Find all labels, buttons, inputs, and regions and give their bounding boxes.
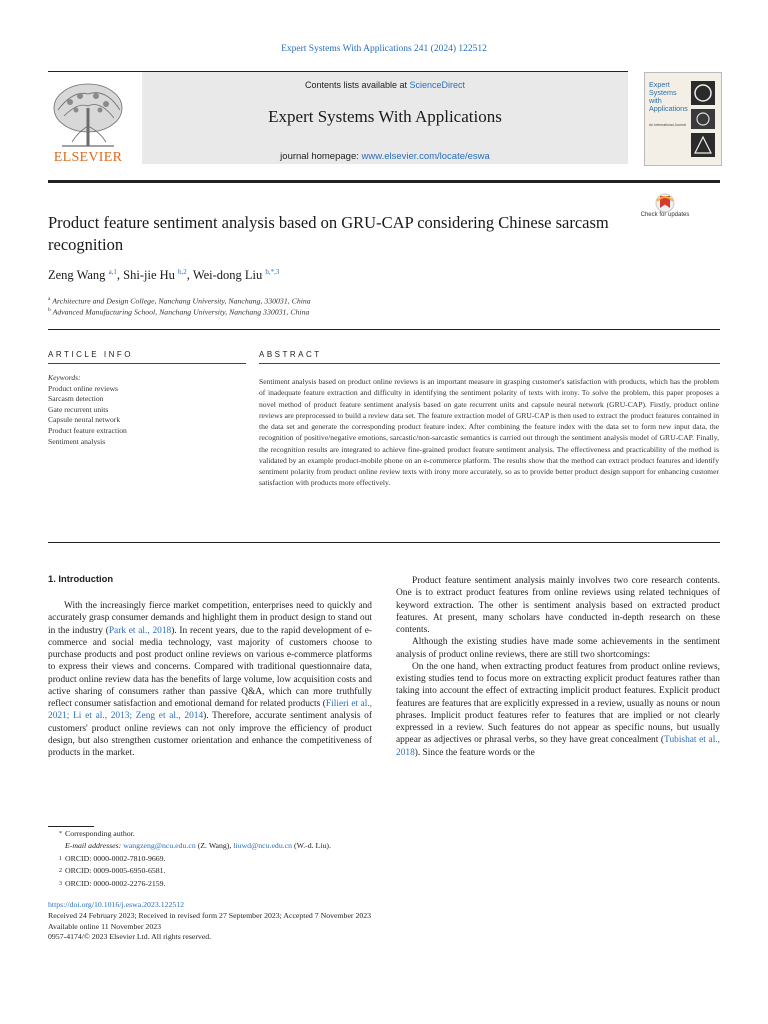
footnote-text: ORCID: 0009-0005-6950-6581. bbox=[65, 866, 166, 876]
homepage-prefix: journal homepage: bbox=[280, 151, 362, 162]
affiliation-mark: a bbox=[48, 296, 51, 302]
homepage-link[interactable]: www.elsevier.com/locate/eswa bbox=[361, 151, 490, 162]
email-suffix: (W.-d. Liu). bbox=[292, 841, 331, 851]
keyword: Product online reviews bbox=[48, 383, 119, 393]
abstract-rule bbox=[259, 363, 720, 364]
citation-link[interactable]: Filieri et al., 2021; Li et al., 2013; Zeng et al., 2014 bbox=[48, 699, 373, 722]
body-column-left bbox=[48, 600, 372, 759]
footnote-text bbox=[65, 840, 331, 852]
footnote-mark: * bbox=[59, 831, 62, 837]
check-for-updates-label[interactable]: Check for updates bbox=[640, 212, 690, 218]
paragraph-text: ). In recent years, due to the rapid development of e-commerce and social media technology, vast majority of customers choose to purchase products and post product online reviews on various e-commerce platforms to express their views and concerns. Compared with traditional questionnaire data, product online review data has the benefits of large volume, low acquisition costs and active sharing of consumers rather than passive Q&A, which can more truthfully reflect consumer satisfaction and emotional demand for related products ( bbox=[48, 625, 372, 709]
keywords-label: Keywords: bbox=[48, 373, 81, 382]
article-info-heading: ARTICLE INFO bbox=[48, 350, 133, 359]
body-column-right bbox=[396, 575, 720, 759]
email-suffix: (Z. Wang), bbox=[195, 841, 234, 851]
keyword: Sentiment analysis bbox=[48, 436, 106, 446]
cover-graphic-icon bbox=[689, 79, 717, 161]
affiliation-mark: b bbox=[48, 307, 51, 313]
footnote-emails bbox=[48, 840, 488, 852]
body-paragraph bbox=[396, 661, 720, 759]
bibliographic-info bbox=[48, 900, 648, 943]
affiliation-text: Architecture and Design College, Nanchang University, Nanchang, 330031, China bbox=[52, 296, 311, 306]
footnote-mark bbox=[48, 840, 65, 852]
footnote-corresponding bbox=[48, 828, 488, 840]
author-affiliation-mark[interactable]: a,1 bbox=[108, 268, 117, 276]
footnote-rule bbox=[48, 826, 94, 827]
cover-subtitle: An International Journal bbox=[649, 123, 686, 127]
section-title-introduction: 1. Introduction bbox=[48, 573, 114, 584]
email-link-liu[interactable]: liuwd@ncu.edu.cn bbox=[233, 841, 293, 851]
divider-rule bbox=[48, 542, 720, 543]
doi-link[interactable]: https://doi.org/10.1016/j.eswa.2023.122512 bbox=[48, 900, 185, 909]
received-dates: Received 24 February 2023; Received in revised form 27 September 2023; Accepted 7 November 2023 bbox=[48, 910, 372, 920]
body-paragraph: Product feature sentiment analysis mainly involves two core research contents. One is to extract product features from online reviews using related techniques of keyword extraction. The other is sentiment analysis based on extracted product features. At present, many scholars have conducted in-depth research on these contents. bbox=[396, 576, 720, 635]
author-name: Zeng Wang bbox=[48, 268, 109, 283]
affiliation-a bbox=[48, 296, 311, 306]
email-label: E-mail addresses: bbox=[65, 841, 124, 851]
abstract-heading: ABSTRACT bbox=[259, 350, 322, 359]
footnotes bbox=[48, 828, 488, 890]
footnote-mark: 3 bbox=[59, 880, 62, 887]
author-affiliation-mark[interactable]: b,2 bbox=[178, 268, 187, 276]
paper-title: Product feature sentiment analysis based on GRU-CAP considering Chinese sarcasm recognition bbox=[48, 213, 609, 254]
abstract-text: Sentiment analysis based on product online reviews is an important measure in grasping customer's satisfaction with products, which has the problem of inadequate feature extraction and difficulty in identifying the sentiment polarity of texts with irony. To solve the problem, this paper proposes a novel method of product feature sentiment analysis based on gate recurrent units and capsule neural network (GRU-CAP). Firstly, product online reviews are preprocessed to build a review data set. The feature extraction model of GRU-CAP is then used to extract the product features contained in the data set and generate the corresponding product feature index. After combining the feature index with the data set to form new input data, the recognition of positive/negative emotions, sarcastic/non-sarcastic semantics is carried out through the sentiment analysis model of GRU-CAP. Finally, the recognition results are integrated to achieve fine-grained product feature sentiment analysis. The effectiveness and practicability of the method is validated by an example product-mobile phone on an e-commerce platform. The results show that the method can extract product features and identify sentiment polarity from product online review texts with irony more accurately, so as to provide better product design support for enhancing customer satisfaction with products more effectively. bbox=[259, 377, 719, 488]
citation-link[interactable]: Park et al., 2018 bbox=[108, 625, 172, 636]
author-name: Wei-dong Liu bbox=[192, 268, 266, 283]
cover-title: Expert Systems with Applications bbox=[649, 80, 688, 113]
header-divider bbox=[48, 180, 720, 183]
journal-title: Expert Systems With Applications bbox=[268, 107, 502, 126]
paragraph-text: ). Since the feature words or the bbox=[414, 747, 535, 758]
sciencedirect-link[interactable]: ScienceDirect bbox=[409, 80, 466, 90]
footnote-orcid bbox=[48, 853, 488, 865]
citation-link[interactable]: Tubishat et al., 2018 bbox=[396, 735, 720, 758]
author-separator: , bbox=[186, 268, 193, 283]
affiliation-b bbox=[48, 307, 309, 317]
keyword: Product feature extraction bbox=[48, 425, 127, 435]
author-name: Shi-jie Hu bbox=[123, 268, 179, 283]
journal-cover-thumbnail[interactable] bbox=[644, 72, 722, 166]
footnote-orcid bbox=[48, 865, 488, 877]
journal-reference[interactable]: Expert Systems With Applications 241 (2024) 122512 bbox=[281, 44, 487, 54]
body-paragraph bbox=[48, 600, 372, 759]
keywords-block bbox=[48, 373, 248, 447]
contents-line bbox=[142, 80, 628, 90]
keyword: Gate recurrent units bbox=[48, 404, 109, 414]
keyword: Capsule neural network bbox=[48, 415, 121, 425]
footnote-text: ORCID: 0000-0002-7810-9669. bbox=[65, 853, 166, 863]
footnote-text: ORCID: 0000-0002-2276-2159. bbox=[65, 878, 166, 888]
footnote-text: Corresponding author. bbox=[65, 829, 135, 838]
copyright: 0957-4174/© 2023 Elsevier Ltd. All rights reserved. bbox=[48, 932, 212, 942]
author-list bbox=[48, 268, 279, 283]
author-separator: , bbox=[116, 268, 124, 283]
paragraph-text: ). Therefore, accurate sentiment analysis of customers' product online reviews can not only improve the efficiency of product design, but also strengthen customer orientation and enhance the competitiveness of products in the market. bbox=[48, 711, 372, 758]
footnote-orcid bbox=[48, 878, 488, 890]
author-affiliation-mark[interactable]: b,*,3 bbox=[265, 268, 280, 276]
paragraph-text: On the one hand, when extracting product features from product online reviews, existing studies tend to focus more on extracting explicit product features rather than taking into account the effect of extracting implicit product features. Explicit product features are features that are explicitly expressed in a review, usually as nouns or noun phrases. Implicit product features refer to features that are implied or not clearly expressed in a review. Such features do not appear as specific nouns, but usually appear as adjectives or phrasal verbs, so they have great concealment ( bbox=[396, 661, 721, 746]
elsevier-wordmark: ELSEVIER bbox=[53, 150, 123, 165]
footnote-mark: 1 bbox=[59, 855, 62, 862]
journal-homepage bbox=[142, 151, 628, 162]
contents-prefix: Contents lists available at bbox=[304, 80, 410, 90]
affiliation-text: Advanced Manufacturing School, Nanchang University, Nanchang 330031, China bbox=[52, 307, 310, 317]
divider-rule bbox=[48, 329, 720, 330]
footnote-mark: 2 bbox=[59, 868, 62, 875]
keyword: Sarcasm detection bbox=[48, 394, 104, 404]
available-online: Available online 11 November 2023 bbox=[48, 921, 162, 931]
email-link-wang[interactable]: wangzeng@ncu.edu.cn bbox=[123, 841, 196, 851]
paragraph-text: With the increasingly fierce market competition, enterprises need to quickly and accurately grasp consumer demands and highlight them in product design to stand out in the industry ( bbox=[48, 601, 372, 636]
article-info-rule bbox=[48, 363, 246, 364]
body-paragraph: Although the existing studies have made some achievements in the sentiment analysis of product online reviews, there are still two shortcomings: bbox=[396, 637, 720, 660]
